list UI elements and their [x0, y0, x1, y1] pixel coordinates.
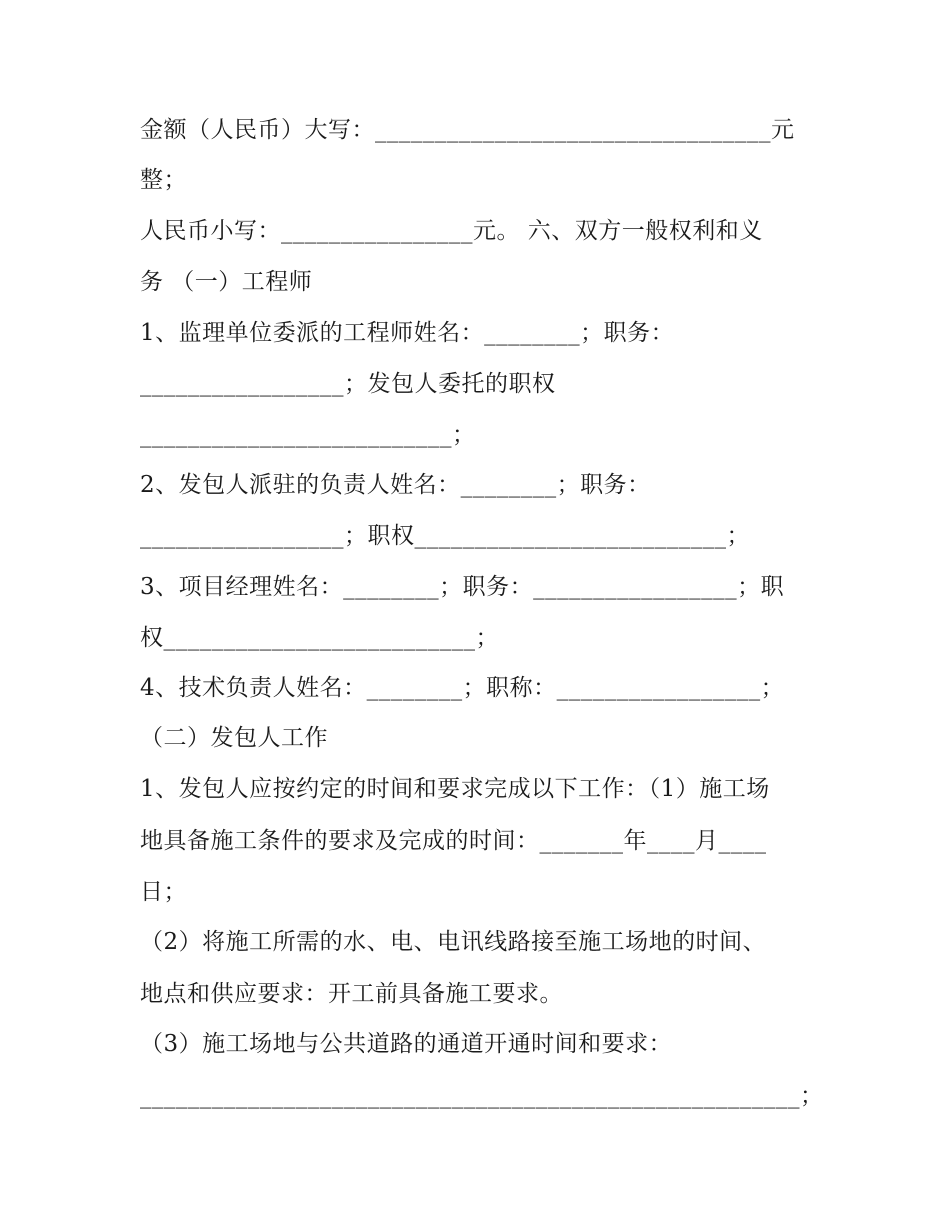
text-line-amount-in-figures: 人民币小写：________________元。 六、双方一般权利和义 — [140, 218, 763, 244]
section-heading-engineer: 务 （一）工程师 — [140, 269, 313, 295]
text-line-item-2: 2、发包人派驻的负责人姓名：________；职务： — [140, 472, 651, 498]
text-line-employer-item-2: （2）将施工所需的水、电、电讯线路接至施工场地的时间、 — [140, 929, 767, 955]
text-line: 日； — [140, 879, 187, 905]
text-line-employer-item-3: （3）施工场地与公共道路的通道开通时间和要求： — [140, 1031, 673, 1057]
text-line: _________________；发包人委托的职权 — [140, 371, 556, 397]
text-line: _______________________________________________________； — [140, 1083, 824, 1109]
text-line-item-4: 4、技术负责人姓名：________；职称：_________________； — [140, 675, 785, 701]
text-line-employer-item-1: 1、发包人应按约定的时间和要求完成以下工作：（1）施工场 — [140, 776, 770, 802]
text-line: 权__________________________； — [140, 625, 499, 651]
text-line-amount-in-words: 金额（人民币）大写：_________________________________元 — [140, 117, 795, 143]
text-line: 地具备施工条件的要求及完成的时间：_______年____月____ — [140, 828, 767, 854]
text-line-item-1: 1、监理单位委派的工程师姓名：________；职务： — [140, 320, 675, 346]
text-line-item-3: 3、项目经理姓名：________；职务：_________________；职 — [140, 574, 785, 600]
text-line: 整； — [140, 167, 187, 193]
text-line: 地点和供应要求：开工前具备施工要求。 — [140, 981, 563, 1007]
text-line: _________________；职权__________________________； — [140, 523, 750, 549]
text-line: __________________________； — [140, 422, 476, 448]
section-heading-employer-work: （二）发包人工作 — [140, 725, 328, 751]
